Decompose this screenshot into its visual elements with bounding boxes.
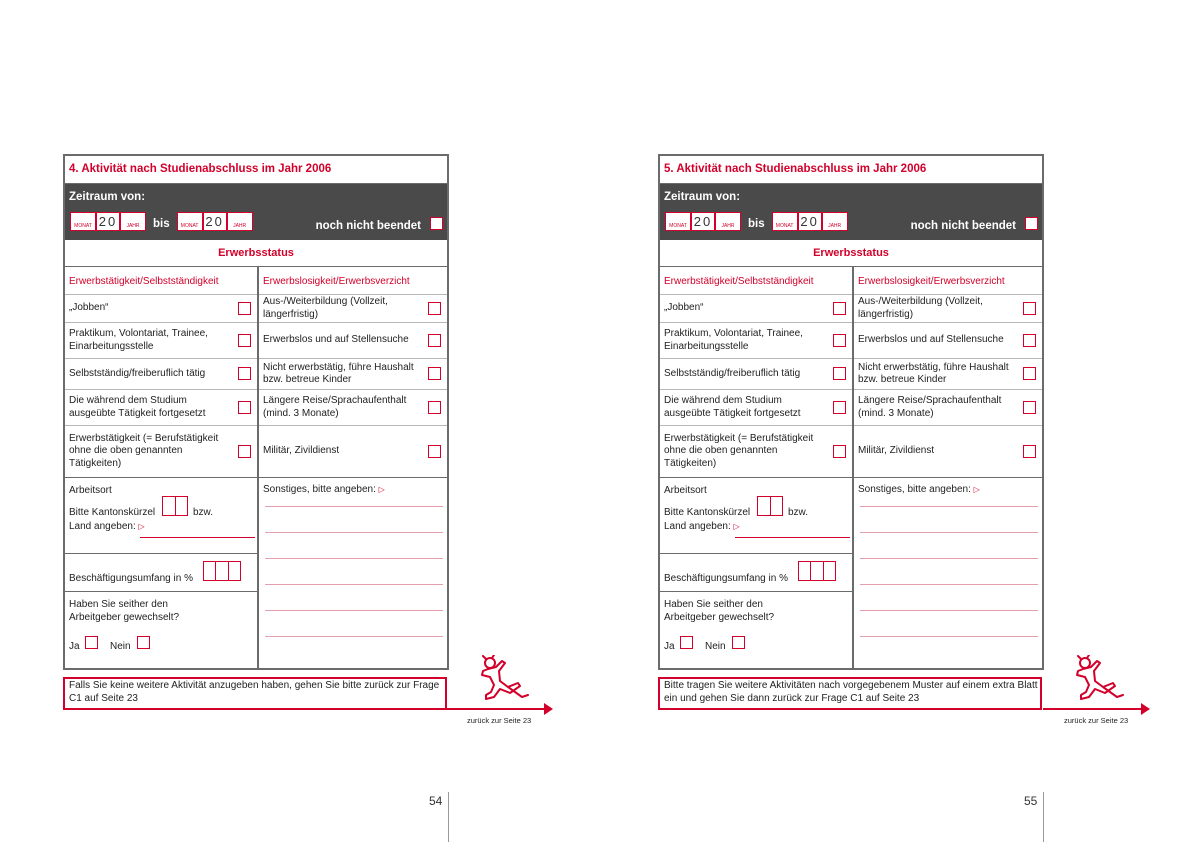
option-label: Nicht erwerbstätig, führe Haushalt bzw. betreue Kinder <box>263 361 414 385</box>
option-label: Längere Reise/Sprachaufenthalt (mind. 3 Monate) <box>263 395 407 419</box>
option-checkbox[interactable] <box>833 445 846 458</box>
write-line[interactable] <box>860 636 1038 637</box>
option-label: Erwerbslos und auf Stellensuche <box>858 334 1004 346</box>
right-column-heading: Erwerbslosigkeit/Erwerbsverzicht <box>259 267 447 295</box>
land-label: Land angeben: <box>664 521 731 532</box>
zeitraum-label: Zeitraum von: <box>69 191 146 203</box>
option-checkbox[interactable] <box>428 302 441 315</box>
right-option-row <box>259 390 447 426</box>
arbeitgeber-section <box>660 592 852 660</box>
form-title: 5. Aktivität nach Studienabschluss im Jahr 2006 <box>660 156 1042 184</box>
return-arrow-line <box>1043 708 1141 710</box>
write-line[interactable] <box>265 506 443 507</box>
option-checkbox[interactable] <box>1023 445 1036 458</box>
month-field[interactable] <box>665 212 691 231</box>
nein-label: Nein <box>110 641 131 652</box>
beschaeftigung-section <box>65 554 257 592</box>
century-prefix: 20 <box>203 212 227 231</box>
left-option-row <box>65 390 257 426</box>
sonstiges-section <box>854 478 1042 658</box>
activity-form <box>658 154 1044 670</box>
month-field[interactable] <box>177 212 203 231</box>
year-field[interactable] <box>227 212 253 231</box>
option-checkbox[interactable] <box>833 401 846 414</box>
write-line[interactable] <box>265 636 443 637</box>
status-columns <box>65 267 447 668</box>
return-arrow-line <box>230 708 545 710</box>
write-line[interactable] <box>265 532 443 533</box>
noch-nicht-beendet-checkbox[interactable] <box>1025 217 1038 230</box>
option-checkbox[interactable] <box>428 367 441 380</box>
return-link[interactable]: zurück zur Seite 23 <box>1064 716 1129 725</box>
write-line[interactable] <box>860 610 1038 611</box>
year-caption: JAHR <box>233 222 247 229</box>
percent-input[interactable] <box>798 561 836 581</box>
sonstiges-label: Sonstiges, bitte angeben: <box>263 484 376 495</box>
bzw-label: bzw. <box>193 507 214 518</box>
arbeitgeber-section <box>65 592 257 660</box>
option-checkbox[interactable] <box>428 401 441 414</box>
gewechselt-question: Haben Sie seither den Arbeitgeber gewechselt? <box>69 599 180 623</box>
arbeitsort-section <box>65 478 257 554</box>
zeitraum-band <box>660 184 1042 240</box>
kanton-label: Bitte Kantonskürzel <box>69 507 156 518</box>
status-columns <box>660 267 1042 668</box>
noch-nicht-beendet-label: noch nicht beendet <box>315 220 421 232</box>
navigation-notice: Falls Sie keine weitere Aktivität anzugeben haben, gehen Sie bitte zurück zur Frage C1 auf Seite 23 <box>63 677 447 710</box>
triangle-pointer-icon: ▷ <box>138 522 145 531</box>
month-caption: MONAT <box>74 222 92 229</box>
right-column <box>854 267 1042 668</box>
year-caption: JAHR <box>828 222 842 229</box>
right-option-row <box>854 323 1042 359</box>
year-field[interactable] <box>120 212 146 231</box>
right-option-row <box>259 323 447 359</box>
month-caption: MONAT <box>180 222 199 229</box>
right-column-heading: Erwerbslosigkeit/Erwerbsverzicht <box>854 267 1042 295</box>
right-column <box>259 267 447 668</box>
ja-label: Ja <box>69 641 80 652</box>
beschaeftigung-section <box>660 554 852 592</box>
option-label: Selbstständig/freiberuflich tätig <box>69 367 206 379</box>
option-label: Praktikum, Volontariat, Trainee, Einarbeitungsstelle <box>69 328 208 352</box>
right-option-row <box>259 359 447 390</box>
arrow-right-icon <box>1141 703 1150 715</box>
beschaeftigung-label: Beschäftigungsumfang in % <box>69 573 193 584</box>
ja-label: Ja <box>664 641 675 652</box>
right-option-row <box>854 359 1042 390</box>
option-checkbox[interactable] <box>238 302 251 315</box>
option-label: Aus-/Weiterbildung (Vollzeit, längerfristig) <box>263 296 388 320</box>
month-field[interactable] <box>772 212 798 231</box>
activity-form <box>63 154 449 670</box>
right-option-row <box>854 295 1042 323</box>
option-label: Die während dem Studium ausgeübte Tätigkeit fortgesetzt <box>664 395 801 419</box>
erwerbsstatus-heading: Erwerbsstatus <box>65 240 447 267</box>
write-line[interactable] <box>860 558 1038 559</box>
right-option-row <box>854 426 1042 478</box>
nein-checkbox[interactable] <box>732 636 745 649</box>
write-line[interactable] <box>265 610 443 611</box>
option-label: Militär, Zivildienst <box>263 445 340 457</box>
left-column-heading: Erwerbstätigkeit/Selbstständigkeit <box>65 267 257 295</box>
kanton-label: Bitte Kantonskürzel <box>664 507 751 518</box>
page-number: 55 <box>1024 794 1038 808</box>
option-label: Praktikum, Volontariat, Trainee, Einarbeitungsstelle <box>664 328 803 352</box>
left-option-row <box>660 295 852 323</box>
arrow-right-icon <box>544 703 553 715</box>
zeitraum-label: Zeitraum von: <box>664 191 741 203</box>
year-caption: JAHR <box>721 222 735 229</box>
triangle-pointer-icon: ▷ <box>378 485 385 494</box>
land-input-line[interactable] <box>140 537 255 538</box>
arbeitsort-section <box>660 478 852 554</box>
beschaeftigung-label: Beschäftigungsumfang in % <box>664 573 788 584</box>
left-option-row <box>660 390 852 426</box>
option-label: Nicht erwerbstätig, führe Haushalt bzw. betreue Kinder <box>858 361 1009 385</box>
land-input-line[interactable] <box>735 537 850 538</box>
return-link[interactable]: zurück zur Seite 23 <box>467 716 532 725</box>
option-checkbox[interactable] <box>238 445 251 458</box>
arbeitsort-label: Arbeitsort <box>69 485 112 496</box>
year-field[interactable] <box>822 212 848 231</box>
write-line[interactable] <box>860 532 1038 533</box>
option-label: Erwerbstätigkeit (= Berufstätigkeit ohne die oben genannten Tätigkeiten) <box>664 432 814 469</box>
kanton-input[interactable] <box>162 496 188 516</box>
century-prefix: 20 <box>96 212 120 231</box>
navigation-notice: Bitte tragen Sie weitere Aktivitäten nach vorgegebenem Muster auf einem extra Blatt ein und gehen Sie dann zurück zur Frage C1 auf Seite 23 <box>658 677 1042 710</box>
option-checkbox[interactable] <box>238 334 251 347</box>
right-option-row <box>854 390 1042 426</box>
date-range <box>665 211 848 231</box>
form-title: 4. Aktivität nach Studienabschluss im Jahr 2006 <box>65 156 447 184</box>
left-option-row <box>660 359 852 390</box>
page-number: 54 <box>429 794 443 808</box>
left-option-row <box>65 359 257 390</box>
triangle-pointer-icon: ▷ <box>973 485 980 494</box>
right-option-row <box>259 295 447 323</box>
option-label: Militär, Zivildienst <box>858 445 935 457</box>
left-option-row <box>65 426 257 478</box>
option-label: Aus-/Weiterbildung (Vollzeit, längerfristig) <box>858 296 983 320</box>
option-label: Längere Reise/Sprachaufenthalt (mind. 3 Monate) <box>858 395 1002 419</box>
sonstiges-section <box>259 478 447 658</box>
noch-nicht-beendet-label: noch nicht beendet <box>910 220 1016 232</box>
option-label: Erwerbslos und auf Stellensuche <box>263 334 409 346</box>
ja-checkbox[interactable] <box>85 636 98 649</box>
option-checkbox[interactable] <box>1023 401 1036 414</box>
write-line[interactable] <box>265 584 443 585</box>
date-range <box>70 211 253 231</box>
year-field[interactable] <box>715 212 741 231</box>
gewechselt-question: Haben Sie seither den Arbeitgeber gewechselt? <box>664 599 775 623</box>
triangle-pointer-icon: ▷ <box>733 522 740 531</box>
write-line[interactable] <box>265 558 443 559</box>
option-checkbox[interactable] <box>833 334 846 347</box>
land-label: Land angeben: <box>69 521 136 532</box>
left-column <box>65 267 259 668</box>
nein-checkbox[interactable] <box>137 636 150 649</box>
option-checkbox[interactable] <box>1023 302 1036 315</box>
sonstiges-label: Sonstiges, bitte angeben: <box>858 484 971 495</box>
left-column <box>660 267 854 668</box>
page-margin-line <box>448 792 449 842</box>
option-checkbox[interactable] <box>1023 334 1036 347</box>
noch-nicht-beendet-checkbox[interactable] <box>430 217 443 230</box>
month-field[interactable] <box>70 212 96 231</box>
option-label: „Jobben“ <box>69 302 109 314</box>
bis-label: bis <box>748 217 765 230</box>
bis-label: bis <box>153 217 170 230</box>
year-caption: JAHR <box>126 222 140 229</box>
write-line[interactable] <box>860 584 1038 585</box>
percent-input[interactable] <box>203 561 241 581</box>
century-prefix: 20 <box>798 212 822 231</box>
left-option-row <box>660 426 852 478</box>
erwerbsstatus-heading: Erwerbsstatus <box>660 240 1042 267</box>
option-checkbox[interactable] <box>238 401 251 414</box>
option-label: Die während dem Studium ausgeübte Tätigkeit fortgesetzt <box>69 395 206 419</box>
running-figure-icon <box>1073 655 1129 707</box>
nein-label: Nein <box>705 641 726 652</box>
month-caption: MONAT <box>775 222 794 229</box>
arbeitsort-label: Arbeitsort <box>664 485 707 496</box>
month-caption: MONAT <box>669 222 687 229</box>
write-line[interactable] <box>860 506 1038 507</box>
ja-checkbox[interactable] <box>680 636 693 649</box>
option-label: Selbstständig/freiberuflich tätig <box>664 367 801 379</box>
option-checkbox[interactable] <box>428 445 441 458</box>
left-option-row <box>65 323 257 359</box>
right-option-row <box>259 426 447 478</box>
zeitraum-band <box>65 184 447 240</box>
kanton-input[interactable] <box>757 496 783 516</box>
left-column-heading: Erwerbstätigkeit/Selbstständigkeit <box>660 267 852 295</box>
option-label: „Jobben“ <box>664 302 704 314</box>
bzw-label: bzw. <box>788 507 809 518</box>
option-checkbox[interactable] <box>238 367 251 380</box>
option-label: Erwerbstätigkeit (= Berufstätigkeit ohne die oben genannten Tätigkeiten) <box>69 432 219 469</box>
option-checkbox[interactable] <box>833 302 846 315</box>
century-prefix: 20 <box>691 212 715 231</box>
left-option-row <box>65 295 257 323</box>
left-option-row <box>660 323 852 359</box>
option-checkbox[interactable] <box>1023 367 1036 380</box>
option-checkbox[interactable] <box>833 367 846 380</box>
running-figure-icon <box>478 655 534 707</box>
page-margin-line <box>1043 792 1044 842</box>
option-checkbox[interactable] <box>428 334 441 347</box>
